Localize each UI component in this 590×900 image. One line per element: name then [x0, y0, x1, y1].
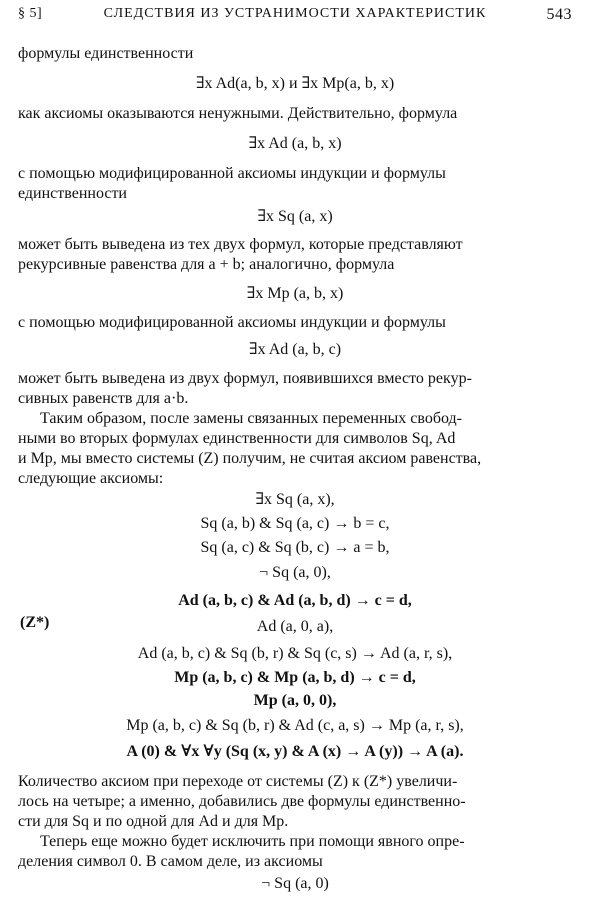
axiom: Ad (a, b, c) & Ad (a, b, d) → c = d, — [178, 592, 412, 609]
text-line: деления символ 0. В самом деле, из аксиомы — [18, 853, 323, 870]
formula: ∃x Ad(a, b, x) и ∃x Mp(a, b, x) — [195, 75, 395, 92]
text-line: и Mp, мы вместо системы (Z) получим, не считая аксиом равенства, — [18, 450, 482, 467]
formula: ∃x Ad (a, b, x) — [248, 135, 342, 152]
text-line: с помощью модифицированной аксиомы индукции и формулы — [18, 314, 446, 331]
text-line: Таким образом, после замены связанных переменных свобод- — [40, 410, 462, 427]
text-line: сивных равенств для a·b. — [18, 390, 189, 407]
formula: ∃x Ad (a, b, c) — [248, 341, 342, 358]
axiom: A (0) & ∀x ∀y (Sq (x, y) & A (x) → A (y)) → A (a). — [126, 743, 464, 760]
axiom: Ad (a, 0, a), — [256, 618, 334, 635]
formula: ¬ Sq (a, 0) — [261, 875, 329, 892]
formula: ∃x Mp (a, b, x) — [246, 285, 344, 302]
section-number: § 5] — [18, 6, 43, 21]
axiom: ∃x Sq (a, x), — [255, 491, 335, 508]
text-line: может быть выведена из двух формул, появившихся вместо рекур- — [18, 370, 472, 387]
text-line: может быть выведена из тех двух формул, которые представляют — [18, 236, 463, 253]
text-line: с помощью модифицированной аксиомы индукции и формулы — [18, 165, 446, 182]
running-title: СЛЕДСТВИЯ ИЗ УСТРАНИМОСТИ ХАРАКТЕРИСТИК — [103, 6, 487, 21]
text-line: следующие аксиомы: — [18, 470, 164, 487]
formula: ∃x Sq (a, x) — [257, 208, 333, 225]
text-line: сти для Sq и по одной для Ad и для Mp. — [18, 813, 289, 830]
text-line: как аксиомы оказываются ненужными. Действительно, формула — [18, 105, 458, 122]
axiom: Mp (a, b, c) & Sq (b, r) & Ad (c, a, s) → Mp (a, r, s), — [126, 717, 464, 734]
axiom: Mp (a, 0, 0), — [253, 692, 337, 709]
page-number: 543 — [546, 6, 572, 23]
axiom: Ad (a, b, c) & Sq (b, r) & Sq (c, s) → Ad (a, r, s), — [137, 645, 453, 662]
page-header — [18, 6, 572, 26]
text-line: ными во вторых формулах единственности для символов Sq, Ad — [18, 430, 456, 447]
axiom: Mp (a, b, c) & Mp (a, b, d) → c = d, — [174, 669, 416, 686]
text-line: Количество аксиом при переходе от системы (Z) к (Z*) увеличи- — [18, 773, 458, 790]
axiom: ¬ Sq (a, 0), — [259, 564, 331, 581]
system-label: (Z*) — [20, 614, 50, 631]
axiom: Sq (a, c) & Sq (b, c) → a = b, — [200, 539, 390, 556]
text-line: рекурсивные равенства для a + b; аналогично, формула — [18, 256, 395, 273]
text-line: формулы единственности — [18, 45, 194, 62]
text-line: единственности — [18, 185, 127, 202]
axiom: Sq (a, b) & Sq (a, c) → b = c, — [200, 515, 390, 532]
text-line: Теперь еще можно будет исключить при помощи явного опре- — [40, 833, 465, 850]
text-line: лось на четыре; а именно, добавились две формулы единственно- — [18, 793, 466, 810]
